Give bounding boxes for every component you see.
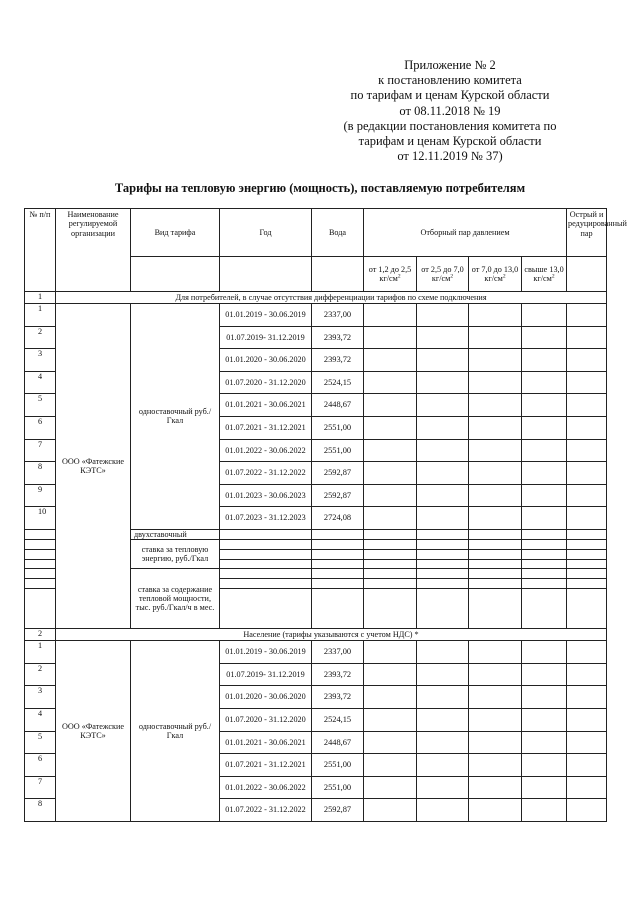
tariff-type: одноставочный руб./Гкал [131,304,220,530]
period-cell: 01.07.2021 - 31.12.2021 [220,754,312,777]
period-cell: 01.07.2020 - 31.12.2020 [220,371,312,394]
header-line: тарифам и ценам Курской области [358,134,542,149]
empty-cell [469,708,522,731]
empty-cell [417,799,469,822]
empty-cell [567,349,607,372]
empty-cell [417,416,469,439]
two-part-label: двухставочный [131,529,220,539]
empty-cell [364,708,417,731]
document-title: Тарифы на тепловую энергию (мощность), поставляемую потребителям [114,181,526,195]
empty-cell [417,754,469,777]
empty-cell [364,579,417,589]
empty-cell [469,579,522,589]
col-header-org: Наименование регулируемой организации [56,209,131,292]
empty-cell [417,507,469,530]
empty-cell [567,394,607,417]
empty-cell [364,439,417,462]
empty-cell [364,416,417,439]
empty-cell [364,776,417,799]
row-number: 10 [25,507,56,530]
empty-cell [522,484,567,507]
empty-cell [364,394,417,417]
header-line: к постановлению комитета [378,73,522,88]
row-number: 9 [25,484,56,507]
empty-cell [469,559,522,569]
empty-cell [220,589,312,629]
empty-cell [417,663,469,686]
empty-cell [417,569,469,579]
section-row [25,629,607,641]
section-label: Население (тарифы указываются с учетом НДС) * [56,629,607,641]
empty-cell [220,579,312,589]
empty-cell [469,776,522,799]
empty-cell [567,708,607,731]
empty-cell [522,776,567,799]
empty-cell [522,549,567,559]
empty-cell [417,579,469,589]
empty-cell [522,663,567,686]
empty-cell [567,507,607,530]
empty-cell [220,549,312,559]
row-number [25,540,56,550]
empty-cell [417,549,469,559]
row-number [25,549,56,559]
col-header-steam: Отборный пар давлением [364,209,567,257]
empty-cell [417,708,469,731]
row-number: 5 [25,394,56,417]
empty-cell [469,416,522,439]
water-value: 2724,08 [312,507,364,530]
water-value: 2524,15 [312,371,364,394]
empty-cell [522,540,567,550]
empty-cell [364,589,417,629]
row-number: 2 [25,326,56,349]
tariff-row [25,304,607,327]
period-cell: 01.01.2020 - 30.06.2020 [220,349,312,372]
empty-cell [522,462,567,485]
empty-cell [220,529,312,539]
empty-cell [567,579,607,589]
water-value: 2551,00 [312,754,364,777]
empty-cell [469,754,522,777]
empty-cell [522,579,567,589]
empty-cell [567,371,607,394]
period-cell: 01.01.2019 - 30.06.2019 [220,641,312,664]
empty-cell [567,529,607,539]
document-header [310,58,590,164]
empty-cell [522,304,567,327]
period-cell: 01.07.2019- 31.12.2019 [220,663,312,686]
col-header-steam-3: от 7,0 до 13,0 $кг/см^2$ [469,257,522,292]
col-header-num: № п/п [25,209,56,292]
row-number [25,559,56,569]
col-header-tariff-type: Вид тарифа [131,209,220,257]
col-header-steam-2: от 2,5 до 7,0 $кг/см^2$ [417,257,469,292]
empty-cell [469,529,522,539]
header-line: от 12.11.2019 № 37) [397,149,503,164]
empty-cell [567,559,607,569]
empty-cell [364,799,417,822]
row-number: 2 [25,663,56,686]
empty-cell [567,416,607,439]
empty-cell [417,394,469,417]
header-row [25,209,607,257]
empty-cell [567,549,607,559]
period-cell: 01.01.2022 - 30.06.2022 [220,776,312,799]
empty-cell [364,484,417,507]
period-cell: 01.01.2021 - 30.06.2021 [220,394,312,417]
empty-cell [312,549,364,559]
period-cell: 01.07.2023 - 31.12.2023 [220,507,312,530]
empty-cell [220,559,312,569]
empty-cell [522,349,567,372]
empty-cell [469,569,522,579]
empty-cell [364,686,417,709]
empty-cell [469,663,522,686]
row-number: 5 [25,731,56,754]
empty-cell [522,754,567,777]
section-number: 1 [25,292,56,304]
empty-cell [469,641,522,664]
empty-cell [469,326,522,349]
empty-cell [364,559,417,569]
empty-cell [522,799,567,822]
empty-cell [469,549,522,559]
empty-cell [364,754,417,777]
empty-cell [522,686,567,709]
empty-cell [364,349,417,372]
empty-cell [417,686,469,709]
empty-cell [567,641,607,664]
period-cell: 01.01.2019 - 30.06.2019 [220,304,312,327]
row-number [25,589,56,629]
col-header-water: Вода [312,209,364,257]
water-value: 2551,00 [312,776,364,799]
row-number: 7 [25,776,56,799]
row-number: 7 [25,439,56,462]
empty-cell [364,540,417,550]
period-cell: 01.01.2022 - 30.06.2022 [220,439,312,462]
empty-cell [364,326,417,349]
empty-cell [522,708,567,731]
period-cell: 01.07.2019- 31.12.2019 [220,326,312,349]
tariff-table [24,208,627,822]
empty-cell [522,416,567,439]
empty-cell [417,349,469,372]
empty-cell [417,589,469,629]
empty-cell [364,529,417,539]
empty-cell [522,529,567,539]
empty-cell [417,439,469,462]
tariff-type: одноставочный руб./Гкал [131,641,220,822]
empty-cell [417,776,469,799]
empty-cell [567,569,607,579]
header-line: от 08.11.2018 № 19 [399,103,501,118]
empty-cell [522,569,567,579]
water-value: 2524,15 [312,708,364,731]
empty-cell [469,799,522,822]
water-value: 2337,00 [312,304,364,327]
col-header-steam-4: свыше 13,0 $кг/см^2$ [522,257,567,292]
section-label: Для потребителей, в случае отсутствия дифференциации тарифов по схеме подключения [56,292,607,304]
empty-cell [567,484,607,507]
empty-cell [469,484,522,507]
empty-cell [522,507,567,530]
empty-cell [312,529,364,539]
energy-rate-label: ставка за тепловую энергию, руб./Гкал [131,540,220,569]
empty-cell [522,589,567,629]
row-number: 1 [25,641,56,664]
capacity-rate-label: ставка за содержание тепловой мощности, тыс. руб./Гкал/ч в мес. [131,569,220,629]
empty-cell [567,589,607,629]
empty-cell [522,394,567,417]
empty-cell [417,731,469,754]
header-line: (в редакции постановления комитета по [343,118,557,133]
empty-cell [567,540,607,550]
row-number: 4 [25,371,56,394]
empty-cell [417,462,469,485]
empty-cell [417,326,469,349]
empty-cell [522,371,567,394]
col-header-sharp-steam: Острый и редуцированный пар [567,209,607,257]
organization-name: ООО «Фатежские КЭТС» [56,641,131,822]
empty-cell [364,663,417,686]
empty-cell [312,589,364,629]
period-cell: 01.07.2020 - 31.12.2020 [220,708,312,731]
row-number [25,529,56,539]
empty-cell [567,663,607,686]
empty-cell [469,304,522,327]
row-number: 3 [25,349,56,372]
water-value: 2393,72 [312,349,364,372]
empty-cell [364,462,417,485]
empty-cell [220,569,312,579]
row-number: 6 [25,754,56,777]
empty-cell [220,540,312,550]
row-number: 3 [25,686,56,709]
empty-cell [417,559,469,569]
period-cell: 01.01.2020 - 30.06.2020 [220,686,312,709]
col-header-year: Год [220,209,312,257]
period-cell: 01.07.2022 - 31.12.2022 [220,462,312,485]
empty-cell [312,569,364,579]
row-number [25,569,56,579]
period-cell: 01.07.2022 - 31.12.2022 [220,799,312,822]
empty-cell [567,799,607,822]
period-cell: 01.01.2021 - 30.06.2021 [220,731,312,754]
water-value: 2592,87 [312,484,364,507]
empty-cell [522,559,567,569]
empty-cell [522,439,567,462]
water-value: 2592,87 [312,799,364,822]
empty-cell [417,529,469,539]
header-line: Приложение № 2 [404,58,496,72]
empty-cell [417,484,469,507]
empty-cell [567,754,607,777]
empty-cell [312,579,364,589]
row-number: 1 [25,304,56,327]
period-cell: 01.01.2023 - 30.06.2023 [220,484,312,507]
water-value: 2551,00 [312,439,364,462]
row-number: 6 [25,416,56,439]
empty-cell [469,686,522,709]
water-value: 2551,00 [312,416,364,439]
empty-cell [312,540,364,550]
col-header-steam-1: от 1,2 до 2,5 $кг/см^2$ [364,257,417,292]
empty-cell [364,549,417,559]
water-value: 2592,87 [312,462,364,485]
empty-cell [522,326,567,349]
section-number: 2 [25,629,56,641]
empty-cell [567,686,607,709]
empty-cell [522,731,567,754]
section-row [25,292,607,304]
empty-cell [364,371,417,394]
period-cell: 01.07.2021 - 31.12.2021 [220,416,312,439]
water-value: 2393,72 [312,686,364,709]
row-number: 4 [25,708,56,731]
empty-cell [567,326,607,349]
empty-cell [364,569,417,579]
tariff-row [25,641,607,664]
header-line: по тарифам и ценам Курской области [350,88,550,103]
empty-cell [469,394,522,417]
row-number [25,579,56,589]
empty-cell [312,559,364,569]
empty-cell [469,731,522,754]
empty-cell [417,540,469,550]
empty-cell [364,507,417,530]
organization-name: ООО «Фатежские КЭТС» [56,304,131,629]
water-value: 2448,67 [312,394,364,417]
empty-cell [567,304,607,327]
empty-cell [469,349,522,372]
row-number: 8 [25,799,56,822]
row-number: 8 [25,462,56,485]
empty-cell [469,439,522,462]
empty-cell [417,304,469,327]
empty-cell [364,641,417,664]
empty-cell [567,776,607,799]
water-value: 2393,72 [312,663,364,686]
empty-cell [469,540,522,550]
empty-cell [469,371,522,394]
empty-cell [469,462,522,485]
empty-cell [522,641,567,664]
empty-cell [364,304,417,327]
empty-cell [567,462,607,485]
water-value: 2393,72 [312,326,364,349]
water-value: 2448,67 [312,731,364,754]
empty-cell [364,731,417,754]
empty-cell [469,507,522,530]
empty-cell [469,589,522,629]
empty-cell [567,439,607,462]
empty-cell [567,731,607,754]
empty-cell [417,641,469,664]
water-value: 2337,00 [312,641,364,664]
empty-cell [417,371,469,394]
